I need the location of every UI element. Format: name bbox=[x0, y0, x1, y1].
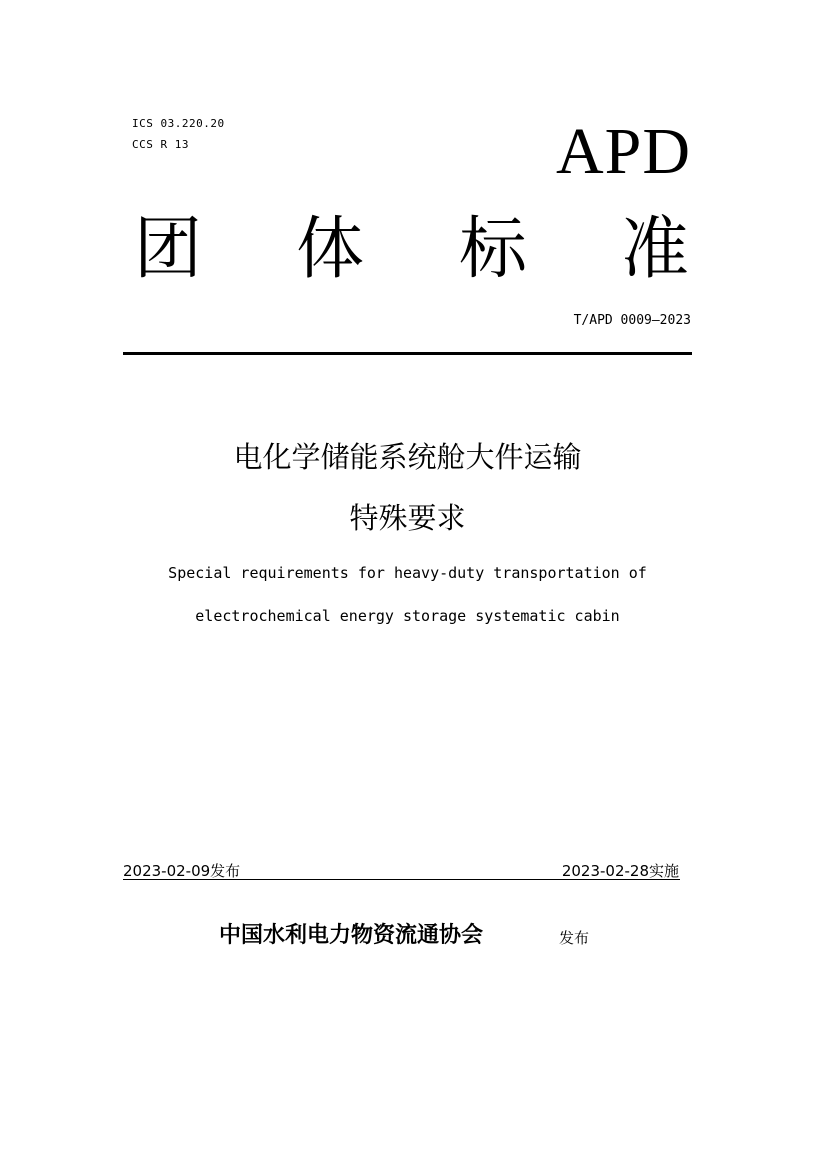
doc-type-char-3: 标 bbox=[459, 210, 528, 289]
chinese-title-line-2: 特殊要求 bbox=[349, 501, 466, 535]
issuing-organization: 中国水利电力物资流通协会 bbox=[219, 923, 484, 948]
publish-date: 2023-02-09发布 bbox=[123, 862, 241, 880]
date-divider bbox=[123, 879, 680, 880]
chinese-title-line-1: 电化学储能系统舱大件运输 bbox=[233, 440, 582, 474]
header-divider bbox=[123, 352, 692, 355]
doc-type-char-2: 体 bbox=[296, 210, 365, 289]
implementation-date: 2023-02-28实施 bbox=[561, 862, 679, 880]
standard-number: T/APD 0009—2023 bbox=[573, 313, 691, 328]
doc-type-char-1: 团 bbox=[134, 210, 203, 289]
doc-type-char-4: 准 bbox=[621, 210, 690, 289]
apd-logo: APD bbox=[555, 115, 691, 188]
ics-code: ICS 03.220.20 bbox=[132, 117, 225, 130]
english-title-line-2: electrochemical energy storage systematic cabin bbox=[195, 607, 620, 625]
ccs-code: CCS R 13 bbox=[132, 138, 189, 151]
publish-label: 发布 bbox=[559, 929, 590, 947]
english-title-line-1: Special requirements for heavy-duty transportation of bbox=[168, 564, 647, 582]
